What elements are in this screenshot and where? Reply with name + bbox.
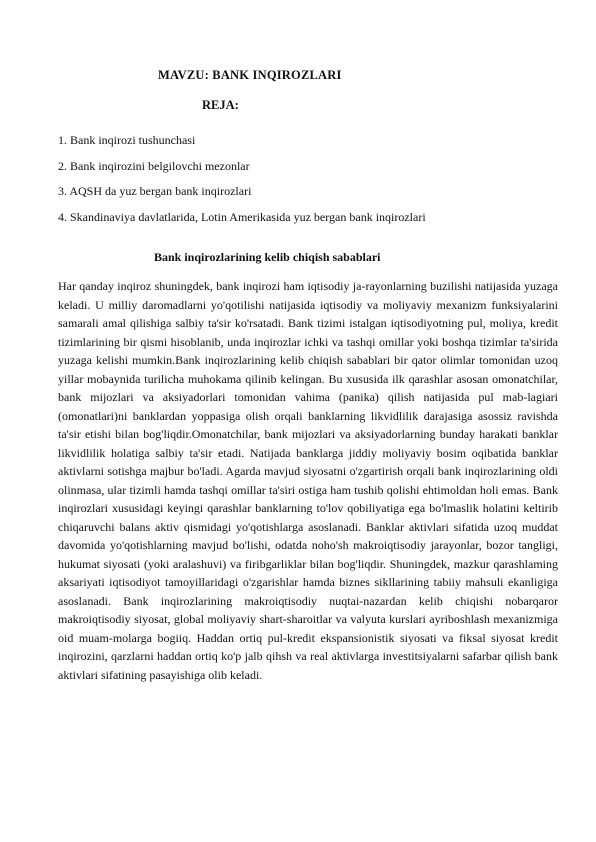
plan-item: 3. AQSH da yuz bergan bank inqirozlari — [58, 184, 252, 198]
plan-list — [58, 128, 558, 230]
plan-item: 4. Skandinaviya davlatlarida, Lotin Amerikasida yuz bergan bank inqirozlari — [58, 209, 426, 224]
document-title: MAVZU: BANK INQIROZLARI — [158, 68, 342, 82]
plan-item: 1. Bank inqirozi tushunchasi — [58, 133, 196, 147]
plan-item: 2. Bank inqirozini belgilovchi mezonlar — [58, 158, 250, 173]
section-heading: Bank inqirozlarining kelib chiqish sabablari — [154, 250, 381, 264]
body-paragraph: Har qanday inqiroz shuningdek, bank inqirozi ham iqtisodiy ja-rayonlarning buzilishi natijasida yuzaga keladi. U milliy daromadlarni yo'qotilishi natijasida iqtisodiy va moliyaviy mexanizm funksiyalarini samarali amal qilishiga salbiy ta'sir ko'rsatadi. Bank tizimi istalgan iqtisodiyotning pul, moliya, kredit tizimlarining bir qismi hisoblanib, unda inqirozlar ichki va tashqi omillar yoki boshqa tizimlar ta'sirida yuzaga kelishi mumkin.Bank inqirozlarining kelib chiqish sabablari bir qator olimlar tomonidan uzoq yillar mobaynida turilicha muhokama qilinib kelingan. Bu xususida ilk qarashlar asosan omonatchilar, bank mijozlari va aksiyadorlari tomonidan vahima (panika) qilish natijasida pul mab-lagiari (omonatlari)ni banklardan yoppasiga olish orqali banklarning likvidlilik darajasiga asossiz ravishda ta'sir etishi bilan bog'liqdir.Omonatchilar, bank mijozlari va aksiyadorlarning bunday harakati banklar likvidlilik holatiga salbiy ta'sir etadi. Natijada banklarga jiddiy moliyaviy bosim oqibatida banklar aktivlarni sotishga majbur bo'ladi. Agarda mavjud siyosatni o'zgartirish orqali bank inqirozlarining oldi olinmasa, ular tizimli hamda tashqi omillar ta'siri ostiga ham tushib qolishi ehtimoldan holi emas. Bank inqirozlari xususidagi keyingi qarashlar banklarning to'lov qobiliyatiga ega bo'lmaslik holatini keltirib chiqaruvchi balans aktiv qismidagi yo'qotishlarga asoslanadi. Banklar aktivlari sifatida uzoq muddat davomida yo'qotishlarning mavjud bo'lishi, odatda noho'sh makroiqtisodiy jarayonlar, bozor tangligi, hukumat siyosati (yoki aralashuvi) va firibgarliklar bilan bog'liqdir. Shuningdek, mazkur qarashlaming aksariyati iqtisodiyot tamoyillaridagi o'zgarishlar hamda biznes sikllarining tabiiy mahsuli ekanligiga asoslanadi. Bank inqirozlarining makroiqtisodiy nuqtai-nazardan kelib chiqishi nobarqaror makroiqtisodiy siyosat, global moliyaviy shart-sharoitlar va valyuta kurslari ayriboshlash mexanizmiga oid muam-molarga bogiiq. Haddan ortiq pul-kredit ekspansionistik siyosati va fiksal siyosat kredit inqirozini, qarzlarni haddan ortiq ko'p jalb qihsh va real aktivlarga investitsiyalarni safarbar qilish bank aktivlari sifatining pasayishiga olib keladi. — [58, 279, 558, 682]
plan-heading: REJA: — [202, 98, 239, 112]
